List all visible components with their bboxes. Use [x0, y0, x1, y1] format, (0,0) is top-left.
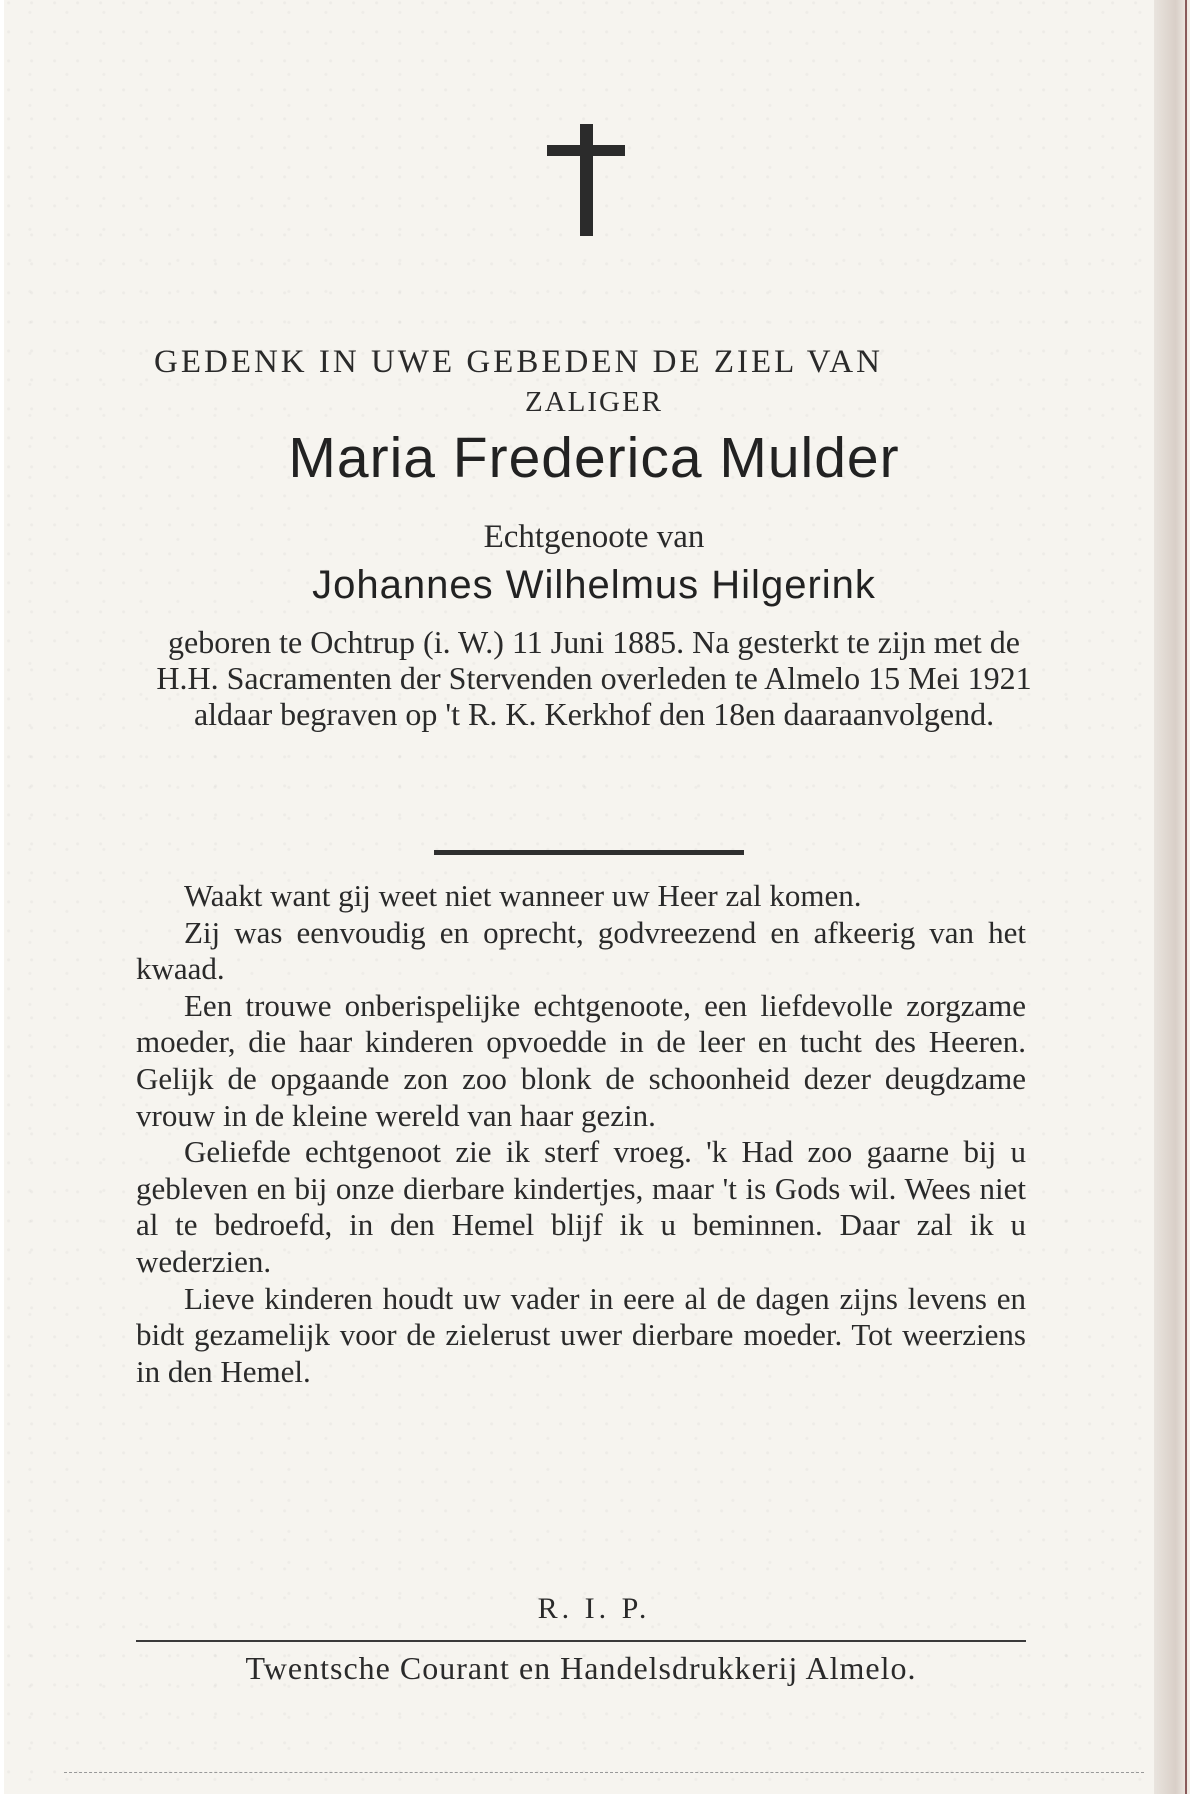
card-edge-line [1185, 0, 1187, 1794]
deceased-name: Maria Frederica Mulder [288, 426, 900, 490]
rip-closing: R. I. P. [537, 1592, 651, 1625]
spouse-label: Echtgenoote van [483, 519, 705, 555]
memorial-card [4, 0, 1180, 1794]
footer-rule [136, 1640, 1026, 1642]
spouse-name: Johannes Wilhelmus Hilgerink [312, 563, 876, 607]
paragraph: Lieve kinderen houdt uw vader in eere al de dagen zijns levens en bidt gezamelijk voor de zielerust uwer dierbare moeder. Tot weerziens in den Hemel. [136, 1280, 1026, 1389]
biography-text: geboren te Ochtrup (i. W.) 11 Juni 1885. Na gesterkt te zijn met de H.H. Sacramenten der Stervenden overleden te Almelo 15 Mei 1921 aldaar begraven op 't R. K. Kerkhof den 18en daaraanvolgend. [156, 624, 1032, 732]
header-zaliger: ZALIGER [524, 386, 664, 418]
paragraph: Waakt want gij weet niet wanneer uw Heer zal komen. [184, 878, 862, 913]
cross-icon [547, 124, 625, 236]
header-prayer-line: GEDENK IN UWE GEBEDEN DE ZIEL VAN [154, 344, 883, 380]
memorial-text [136, 878, 1026, 1390]
paragraph: Geliefde echtgenoot zie ik sterf vroeg. 'k Had zoo gaarne bij u gebleven en bij onze dierbare kindertjes, maar 't is Gods wil. Wees niet al te bedroefd, in den Hemel blijf ik u beminnen. Daar zal ik u wederzien. [136, 1134, 1026, 1279]
printer-credit: Twentsche Courant en Handelsdrukkerij Almelo. [245, 1650, 917, 1686]
divider-rule [434, 850, 744, 855]
cut-line [64, 1772, 1144, 1773]
paragraph: Een trouwe onberispelijke echtgenoote, een liefdevolle zorgzame moeder, die haar kinderen opvoedde in de leer en tucht des Heeren. Gelijk de opgaande zon zoo blonk de schoonheid dezer deugdzame vrouw in de kleine wereld van haar gezin. [136, 987, 1026, 1133]
paragraph: Zij was eenvoudig en oprecht, godvreezend en afkeerig van het kwaad. [136, 914, 1026, 987]
